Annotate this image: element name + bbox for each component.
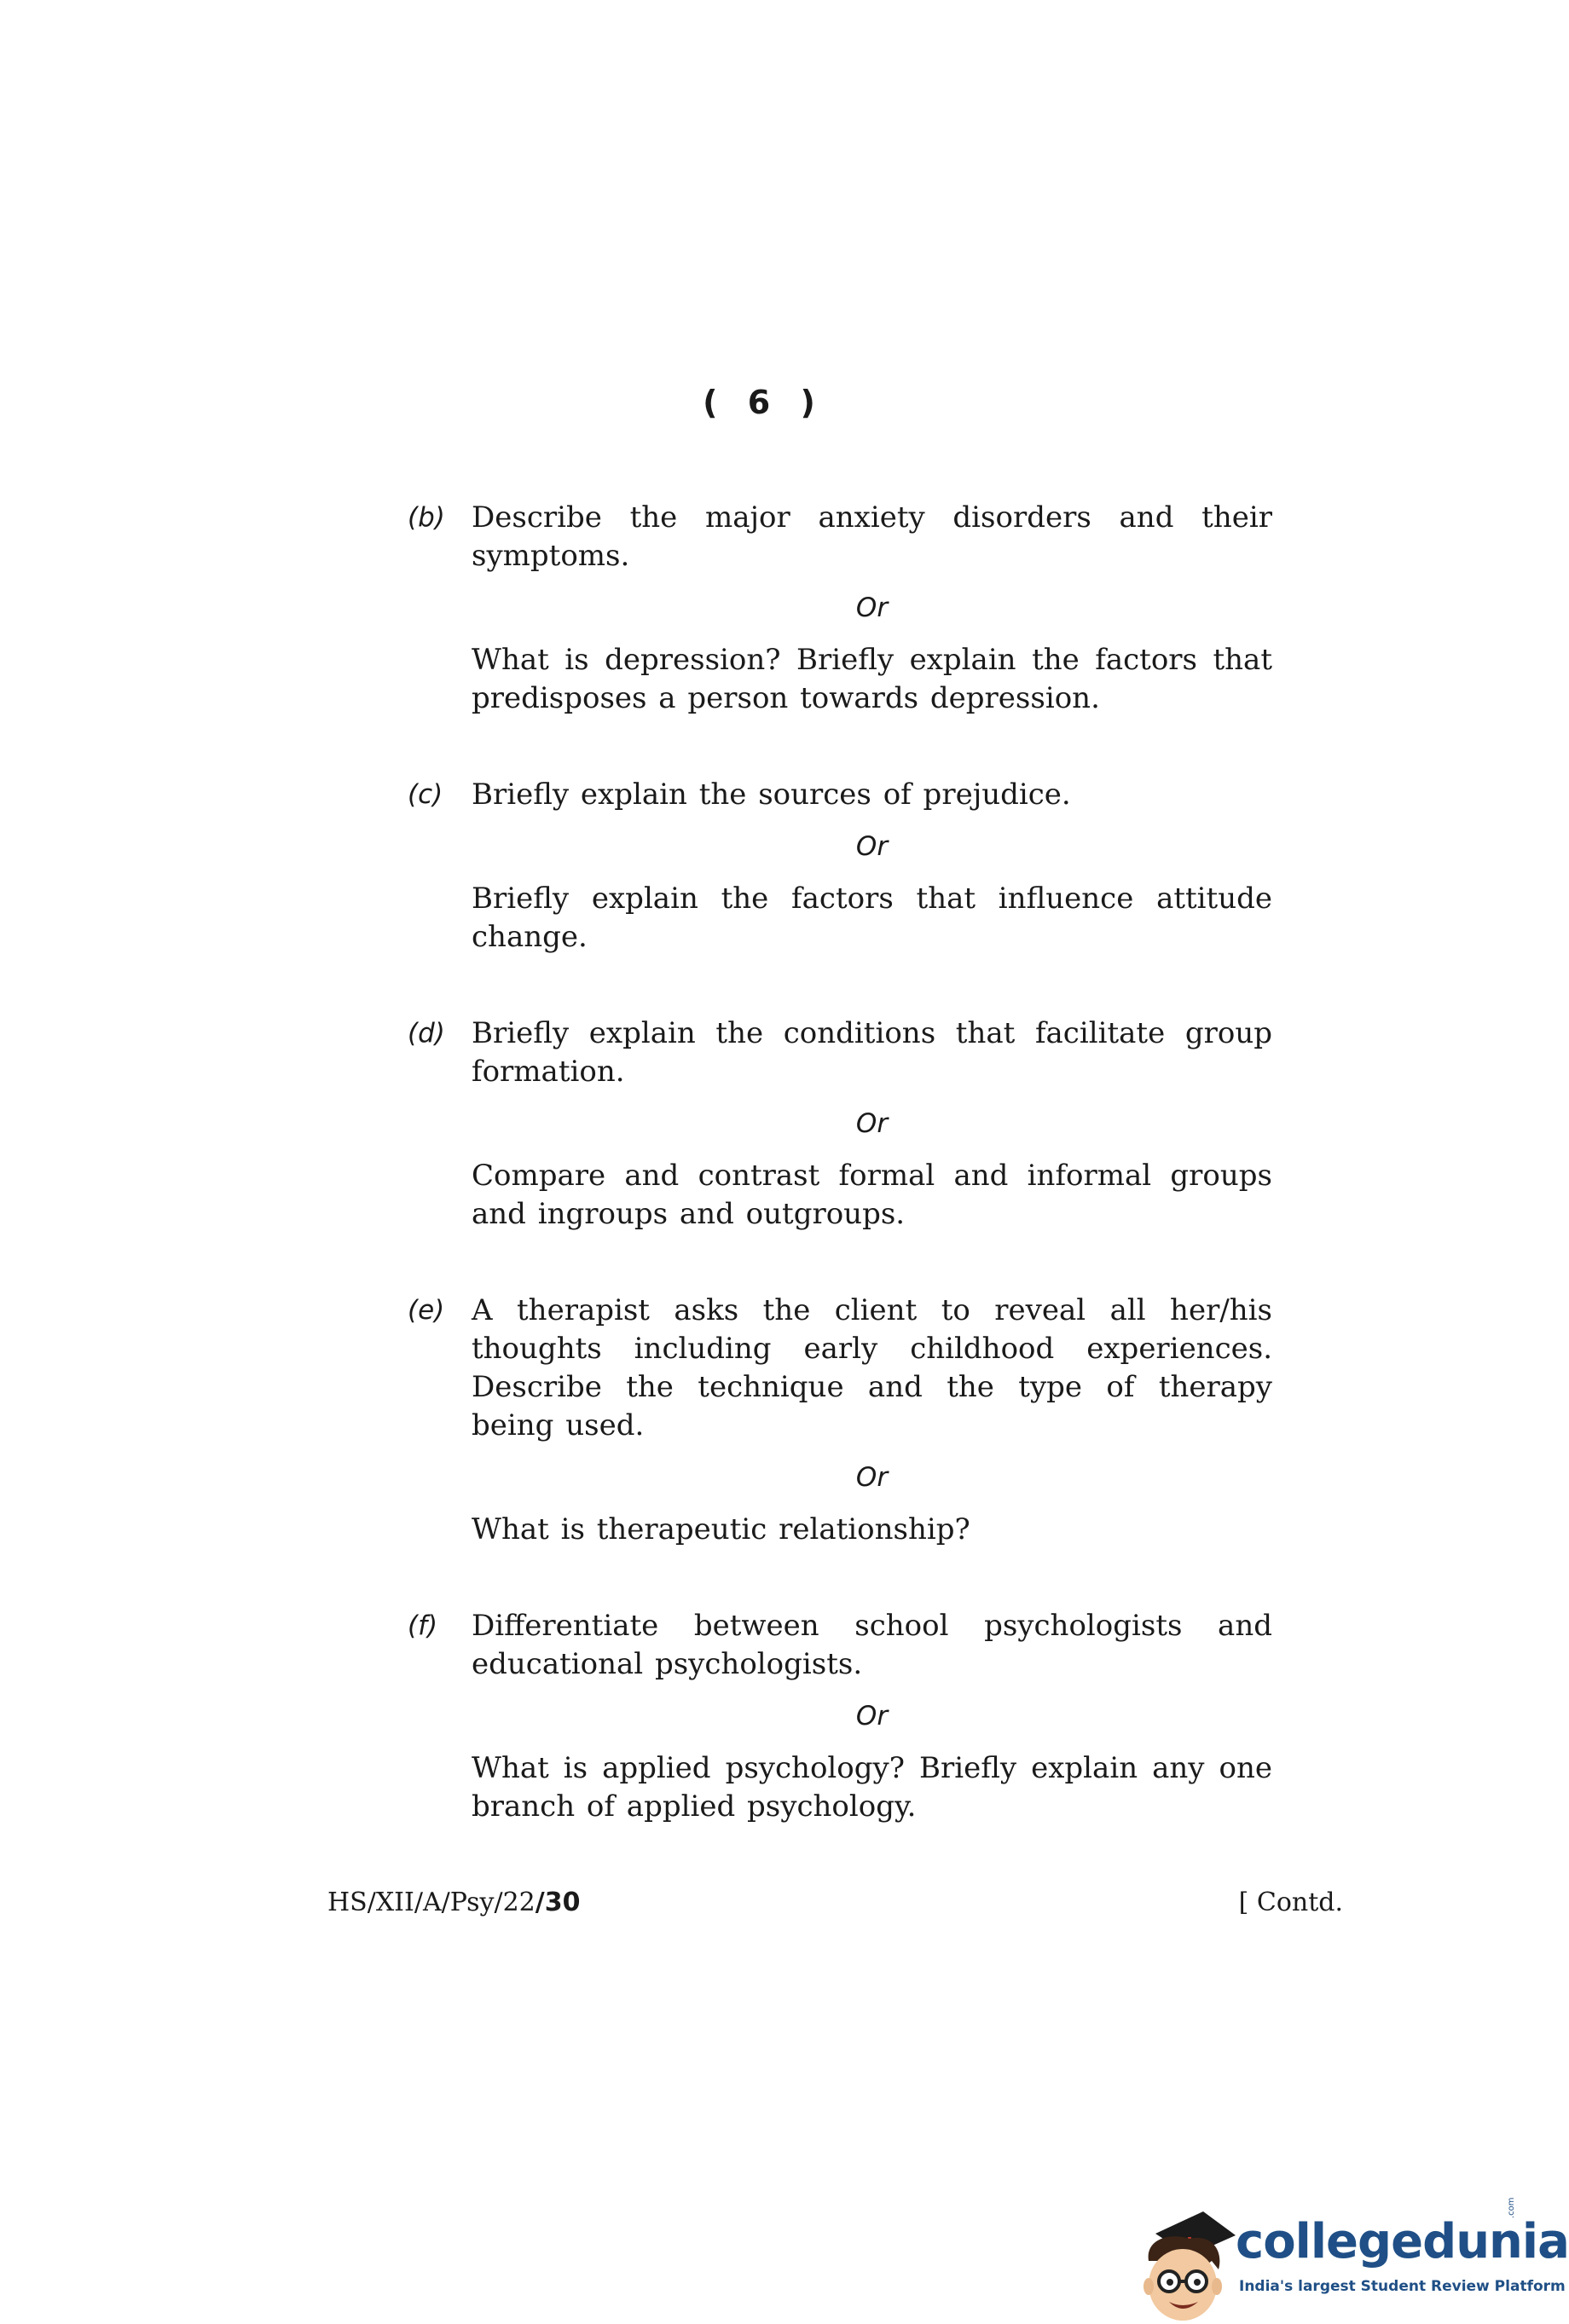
or-separator: Or xyxy=(855,1108,889,1139)
paper-code xyxy=(327,1886,580,1920)
question-d xyxy=(408,1015,1272,1234)
alternative-question-text: Compare and contrast formal and informal groups and ingroups and outgroups. xyxy=(472,1159,1272,1231)
question-e xyxy=(408,1292,1272,1549)
contd-note: [ Contd. xyxy=(1238,1888,1343,1917)
paper-code-suffix: /30 xyxy=(535,1888,581,1917)
question-label: (b) xyxy=(408,502,445,533)
alternative-question-text: What is applied psychology? Briefly explain any one branch of applied psychology. xyxy=(472,1751,1272,1824)
or-separator: Or xyxy=(855,1701,889,1731)
alternative-question-text: Briefly explain the factors that influence attitude change. xyxy=(472,882,1272,954)
paper-code-prefix: HS/XII/A/Psy/22 xyxy=(327,1888,536,1917)
question-b xyxy=(408,499,1272,718)
or-separator: Or xyxy=(855,831,889,862)
question-label: (c) xyxy=(408,779,443,810)
question-text: Differentiate between school psychologists and educational psychologists. xyxy=(472,1609,1272,1681)
alternative-question-text: What is depression? Briefly explain the factors that predisposes a person towards depression. xyxy=(472,643,1272,715)
or-separator: Or xyxy=(855,1462,889,1493)
question-text: A therapist asks the client to reveal all her/his thoughts including early childhood experiences. Describe the technique and the type of therapy being used. xyxy=(472,1293,1272,1442)
question-text: Briefly explain the sources of prejudice. xyxy=(472,778,1071,812)
page-number: ( 6 ) xyxy=(703,384,820,421)
brand-tagline: India's largest Student Review Platform xyxy=(1239,2278,1566,2295)
question-c xyxy=(408,776,1272,957)
question-label: (f) xyxy=(408,1610,438,1641)
question-label: (d) xyxy=(408,1018,445,1049)
question-text: Briefly explain the conditions that facilitate group formation. xyxy=(472,1016,1272,1089)
question-list xyxy=(408,499,1272,1884)
mascot-icon xyxy=(1130,2200,1236,2324)
question-f xyxy=(408,1607,1272,1826)
or-separator: Or xyxy=(855,593,889,623)
brand-domain: .com xyxy=(1507,2197,1516,2218)
brand-name: collegedunia xyxy=(1236,2214,1569,2269)
question-label: (e) xyxy=(408,1295,445,1326)
alternative-question-text: What is therapeutic relationship? xyxy=(472,1512,970,1546)
question-text: Describe the major anxiety disorders and their symptoms. xyxy=(472,500,1272,573)
collegedunia-watermark xyxy=(1130,2197,1569,2324)
